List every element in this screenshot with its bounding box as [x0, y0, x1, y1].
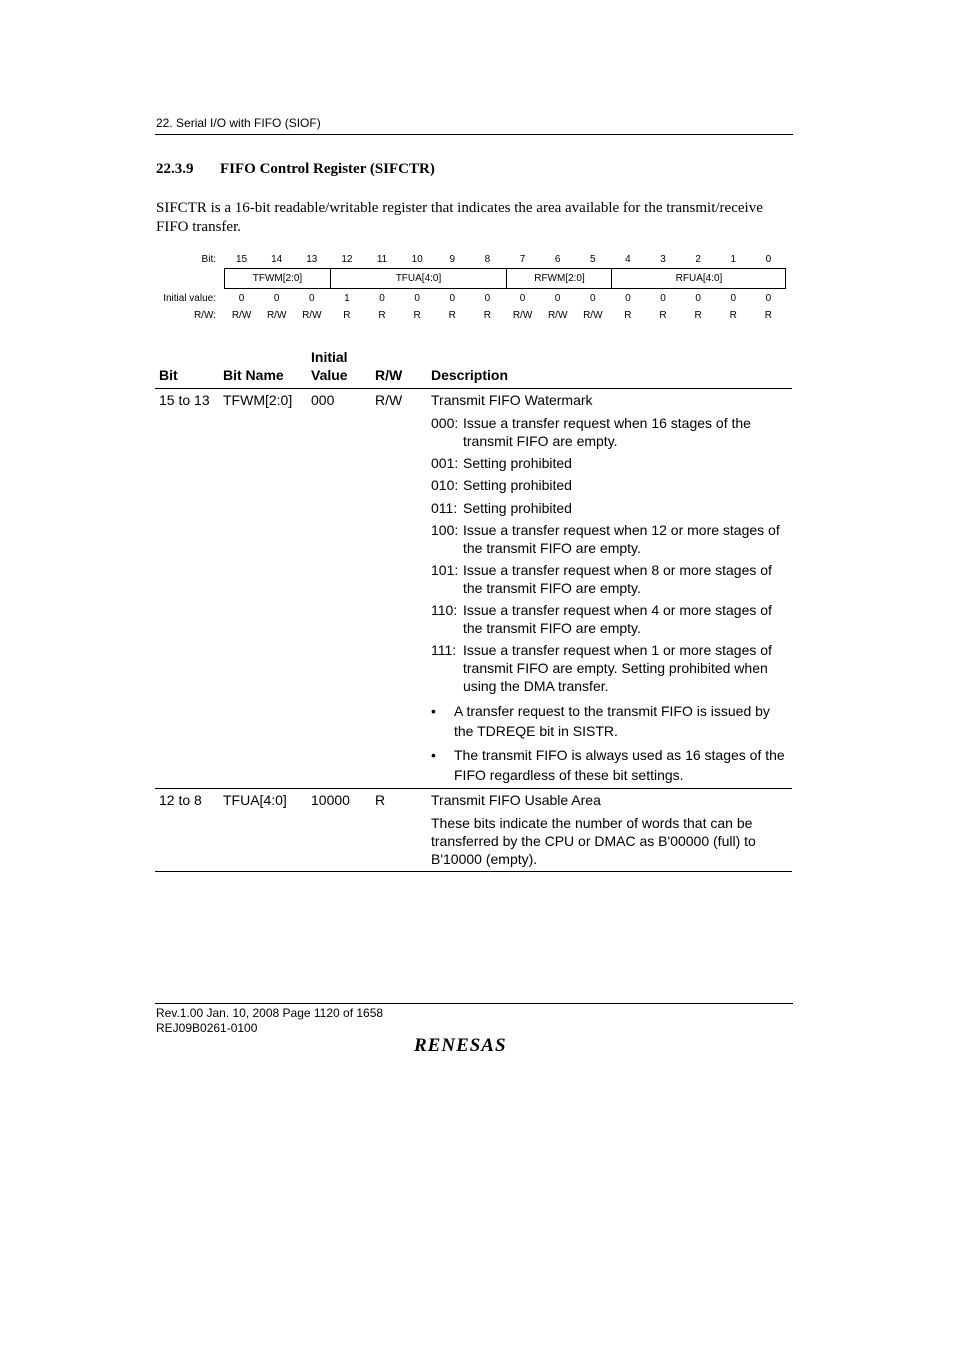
col-header-rw: R/W	[375, 367, 403, 383]
bullet-text: The transmit FIFO is always used as 16 stages of the FIFO regardless of these bit settings.	[454, 747, 785, 783]
field-rfwm: RFWM[2:0]	[506, 269, 612, 288]
field-tfwm: TFWM[2:0]	[252, 273, 303, 284]
rw-value: R	[624, 310, 632, 321]
intro-paragraph: SIFCTR is a 16-bit readable/writable register that indicates the area available for the transmit/receive FIFO transfer.	[156, 200, 763, 235]
renesas-logo	[412, 1034, 534, 1056]
row-rw: R	[375, 792, 386, 808]
table-header-rule	[155, 388, 792, 389]
col-header-bit: Bit	[159, 367, 178, 383]
bit-number: 5	[590, 254, 596, 265]
note-bullet	[431, 745, 786, 785]
row-bit: 12 to 8	[159, 792, 202, 808]
running-header: 22. Serial I/O with FIFO (SIOF)	[156, 116, 321, 130]
bit-number: 1	[730, 254, 737, 265]
field-tfua: TFUA[4:0]	[330, 269, 506, 288]
code-text: Issue a transfer request when 4 or more stages of the transmit FIFO are empty.	[463, 602, 772, 636]
initial-value: 0	[695, 293, 701, 304]
code-text: Setting prohibited	[463, 500, 572, 516]
initial-value: 0	[730, 293, 737, 304]
bit-number: 4	[625, 254, 631, 265]
initial-value: 1	[344, 293, 350, 304]
initial-value: 0	[484, 293, 491, 304]
rw-value: R/W	[266, 310, 287, 321]
register-fields	[224, 268, 786, 289]
bit-number: 10	[411, 254, 423, 265]
table-bottom-rule	[155, 871, 792, 872]
rw-row-label: R/W:	[193, 310, 216, 321]
initial-value: 0	[625, 293, 631, 304]
row-bit-name: TFUA[4:0]	[223, 792, 287, 808]
code-item	[431, 601, 786, 637]
rw-value: R/W	[231, 310, 252, 321]
code-text: Issue a transfer request when 16 stages of the transmit FIFO are empty.	[463, 415, 751, 449]
code-item	[431, 476, 786, 494]
bit-number: 3	[660, 254, 666, 265]
bit-number: 6	[554, 254, 561, 265]
initial-value: 0	[449, 293, 456, 304]
code-key: 110:	[431, 602, 458, 618]
section-heading: FIFO Control Register (SIFCTR)	[220, 161, 435, 177]
code-text: Setting prohibited	[463, 477, 572, 493]
initial-value: 0	[660, 293, 666, 304]
bit-number: 12	[341, 254, 353, 265]
initial-value: 0	[309, 293, 315, 304]
code-item	[431, 499, 786, 517]
code-item	[431, 521, 786, 557]
initial-value: 0	[414, 293, 420, 304]
rw-value: R/W	[302, 310, 322, 321]
code-text: Issue a transfer request when 1 or more stages of transmit FIFO are empty. Setting prohibited when using the DMA transfer.	[463, 642, 772, 694]
footer-rule	[155, 1003, 793, 1004]
code-key: 001:	[431, 455, 459, 471]
row-initial: 10000	[311, 792, 350, 808]
code-item	[431, 641, 786, 695]
row-bit: 15 to 13	[159, 392, 210, 408]
rw-value: R	[764, 310, 773, 321]
initial-row-label: Initial value:	[163, 293, 216, 304]
code-text: Setting prohibited	[463, 455, 572, 471]
code-key: 100:	[431, 522, 459, 538]
section-title	[156, 161, 435, 178]
row-description-title: Transmit FIFO Usable Area	[431, 792, 601, 808]
initial-value: 0	[554, 293, 561, 304]
row-rule	[155, 788, 792, 789]
bit-number: 9	[449, 254, 456, 265]
footer-revision: Rev.1.00 Jan. 10, 2008 Page 1120 of 1658	[156, 1006, 384, 1020]
rw-value: R	[694, 310, 702, 321]
bit-number: 2	[695, 254, 701, 265]
row-bit-name: TFWM[2:0]	[223, 392, 293, 408]
initial-value: 0	[238, 293, 245, 304]
rw-value: R	[413, 310, 421, 321]
footer-document-number: REJ09B0261-0100	[156, 1021, 258, 1035]
initial-value: 0	[379, 293, 385, 304]
initial-value: 0	[273, 293, 280, 304]
bit-number: 11	[376, 254, 388, 265]
rw-value: R	[483, 310, 492, 321]
row-initial: 000	[311, 392, 335, 408]
bit-number: 0	[765, 254, 772, 265]
col-header-description: Description	[431, 367, 509, 383]
bit-number: 15	[235, 254, 248, 265]
initial-value: 0	[590, 293, 596, 304]
bit-number: 14	[271, 254, 283, 265]
bullet-text: A transfer request to the transmit FIFO is issued by the TDREQE bit in SISTR.	[454, 703, 770, 739]
rw-value: R	[378, 310, 386, 321]
col-header-initial: Initial	[311, 349, 348, 365]
field-rfua: RFUA[4:0]	[611, 269, 786, 288]
logo-wordmark: RENESAS	[414, 1035, 507, 1056]
row-description-body: These bits indicate the number of words that can be transferred by the CPU or DMAC as B'00000 (full) to B'10000 (empty).	[431, 815, 756, 867]
bullet-icon: •	[431, 703, 436, 719]
code-key: 010:	[431, 477, 459, 493]
code-key: 011:	[431, 500, 458, 516]
rw-value: R	[659, 310, 667, 321]
bit-number: 13	[306, 254, 318, 265]
rw-value: R	[343, 310, 351, 321]
code-item	[431, 414, 786, 450]
row-description-title: Transmit FIFO Watermark	[431, 392, 593, 408]
rw-value: R/W	[512, 310, 533, 321]
note-bullet	[431, 701, 786, 741]
initial-value: 0	[519, 293, 526, 304]
col-header-value: Value	[311, 367, 348, 383]
code-item	[431, 561, 786, 597]
code-key: 101:	[431, 562, 459, 578]
code-item	[431, 454, 786, 472]
section-number: 22.3.9	[156, 161, 194, 177]
code-key: 000:	[431, 415, 459, 431]
col-header-bit-name: Bit Name	[223, 367, 284, 383]
code-text: Issue a transfer request when 12 or more stages of the transmit FIFO are empty.	[463, 522, 780, 556]
bit-number: 8	[484, 254, 491, 265]
header-rule	[155, 134, 793, 135]
rw-value: R/W	[547, 310, 568, 321]
rw-value: R	[729, 310, 737, 321]
rw-value: R	[448, 310, 456, 321]
row-rw: R/W	[375, 392, 403, 408]
bullet-icon: •	[431, 747, 436, 763]
bit-row-label: Bit:	[201, 254, 216, 265]
code-key: 111:	[431, 642, 457, 658]
rw-value: R/W	[583, 310, 603, 321]
code-text: Issue a transfer request when 8 or more stages of the transmit FIFO are empty.	[463, 562, 772, 596]
initial-value: 0	[765, 293, 772, 304]
bit-number: 7	[519, 254, 526, 265]
